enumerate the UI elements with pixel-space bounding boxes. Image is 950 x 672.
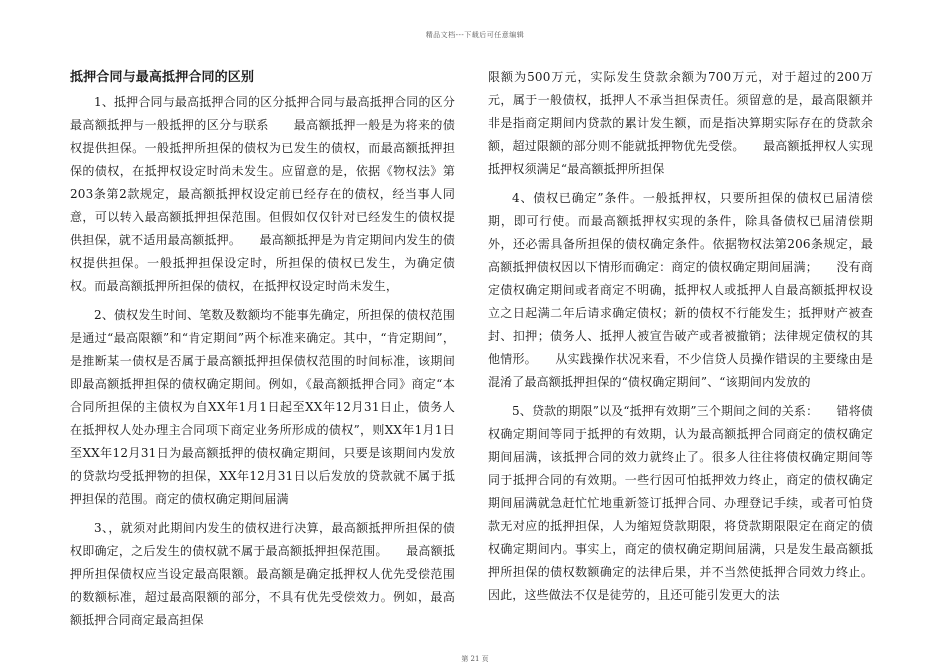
paragraph-3: 3、，就须对此期间内发生的债权进行决算，最高额抵押所担保的债权即确定，之后发生的债权就不属于最高额抵押担保范围。 最高额抵押所担保债权应当设定最高限额。最高额是确定抵押权人优先受偿范围的数额标准，超过最高限额的部分，不具有优先受偿效力。例如，最高额抵押合同商定最高担保 bbox=[70, 521, 455, 627]
left-column bbox=[70, 66, 480, 638]
page-number: 第 21 页 bbox=[461, 655, 489, 663]
page-header: 精品文档---下载后可任意编辑 bbox=[425, 31, 525, 39]
paragraph-5: 5、贷款的期限”以及“抵押有效期”三个期间之间的关系： 错将债权确定期间等同于抵押的有效期，认为最高额抵押合同商定的债权确定期间届满，该抵押合同的效力就终止了。很多人往往将债权确定期间等同于抵押合同的有效期。一些行因可怕抵押效力终止，商定的债权确定期间届满就急赶忙忙地重新签订抵押合同、办理登记手续，或者可怕贷款无对应的抵押担保，人为缩短贷款期限，将贷款期限限定在商定的债权确定期间内。事实上，商定的债权确定期间届满，只是发生最高额抵押所担保的债权数额确定的法律后果，并不当然使抵押合同效力终止。因此，这些做法不仅是徒劳的，且还可能引发更大的法 bbox=[488, 404, 873, 602]
paragraph-3-continued: 限额为500万元，实际发生贷款余额为700万元，对于超过的200万元，属于一般债权，抵押人不承当担保责任。须留意的是，最高限额并非是指商定期间内贷款的累计发生额，而是指决算期实际存在的贷款余额，超过限额的部分则不能就抵押物优先受偿。 最高额抵押权人实现抵押权须满足“最高额抵押所担保 bbox=[488, 70, 873, 176]
right-column bbox=[488, 66, 873, 613]
paragraph-1: 1、抵押合同与最高抵押合同的区分抵押合同与最高抵押合同的区分 最高额抵押与一般抵押的区分与联系 最高额抵押一般是为将来的债权提供担保。一般抵押所担保的债权为已发生的债权，而最高额抵押担保的债权，在抵押权设定时尚未发生。应留意的是，依据《物权法》第203条第2款规定，最高额抵押权设定前已经存在的债权，经当事人同意，可以转入最高额抵押担保范围。但假如仅仅针对已经发生的债权提供担保，就不适用最高额抵押。 最高额抵押是为肯定期间内发生的债权提供担保。一般抵押担保设定时，所担保的债权已发生，为确定债权。而最高额抵押所担保的债权，在抵押权设定时尚未发生， bbox=[70, 95, 480, 293]
document-title: 抵押合同与最高抵押合同的区别 bbox=[70, 70, 255, 85]
paragraph-4: 4、债权已确定”条件。一般抵押权，只要所担保的债权已届清偿期，即可行使。而最高额抵押权实现的条件，除具备债权已届清偿期外，还必需具备所担保的债权确定条件。依据物权法第206条规定，最高额抵押债权因以下情形而确定：商定的债权确定期间届满； 没有商定债权确定期间或者商定不明确，抵押权人或抵押人自最高额抵押权设立之日起满二年后请求确定债权；新的债权不行能发生；抵押财产被查封、扣押；债务人、抵押人被宣告破产或者被撤销；法律规定债权的其他情形。 从实践操作状况来看，不少信贷人员操作错误的主要缘由是混淆了最高额抵押担保的“债权确定期间”、“该期间内发放的 bbox=[488, 191, 873, 389]
paragraph-2: 2、债权发生时间、笔数及数额均不能事先确定，所担保的债权范围是通过“最高限额”和“肯定期间”两个标准来确定。其中，“肯定期间”，是推断某一债权是否属于最高额抵押担保债权范围的时间标准，该期间即最高额抵押担保的债权确定期间。例如，《最高额抵押合同》商定“本合同所担保的主债权为自XX年1月1日起至XX年12月31日止，债务人在抵押权人处办理主合同项下商定业务所形成的债权”，则XX年1月1日至XX年12月31日为最高额抵押的债权确定期间，只要是该期间内发放的贷款均受抵押物的担保，XX年12月31日以后发放的贷款就不属于抵押担保的范围。商定的债权确定期间届满 bbox=[70, 308, 455, 506]
